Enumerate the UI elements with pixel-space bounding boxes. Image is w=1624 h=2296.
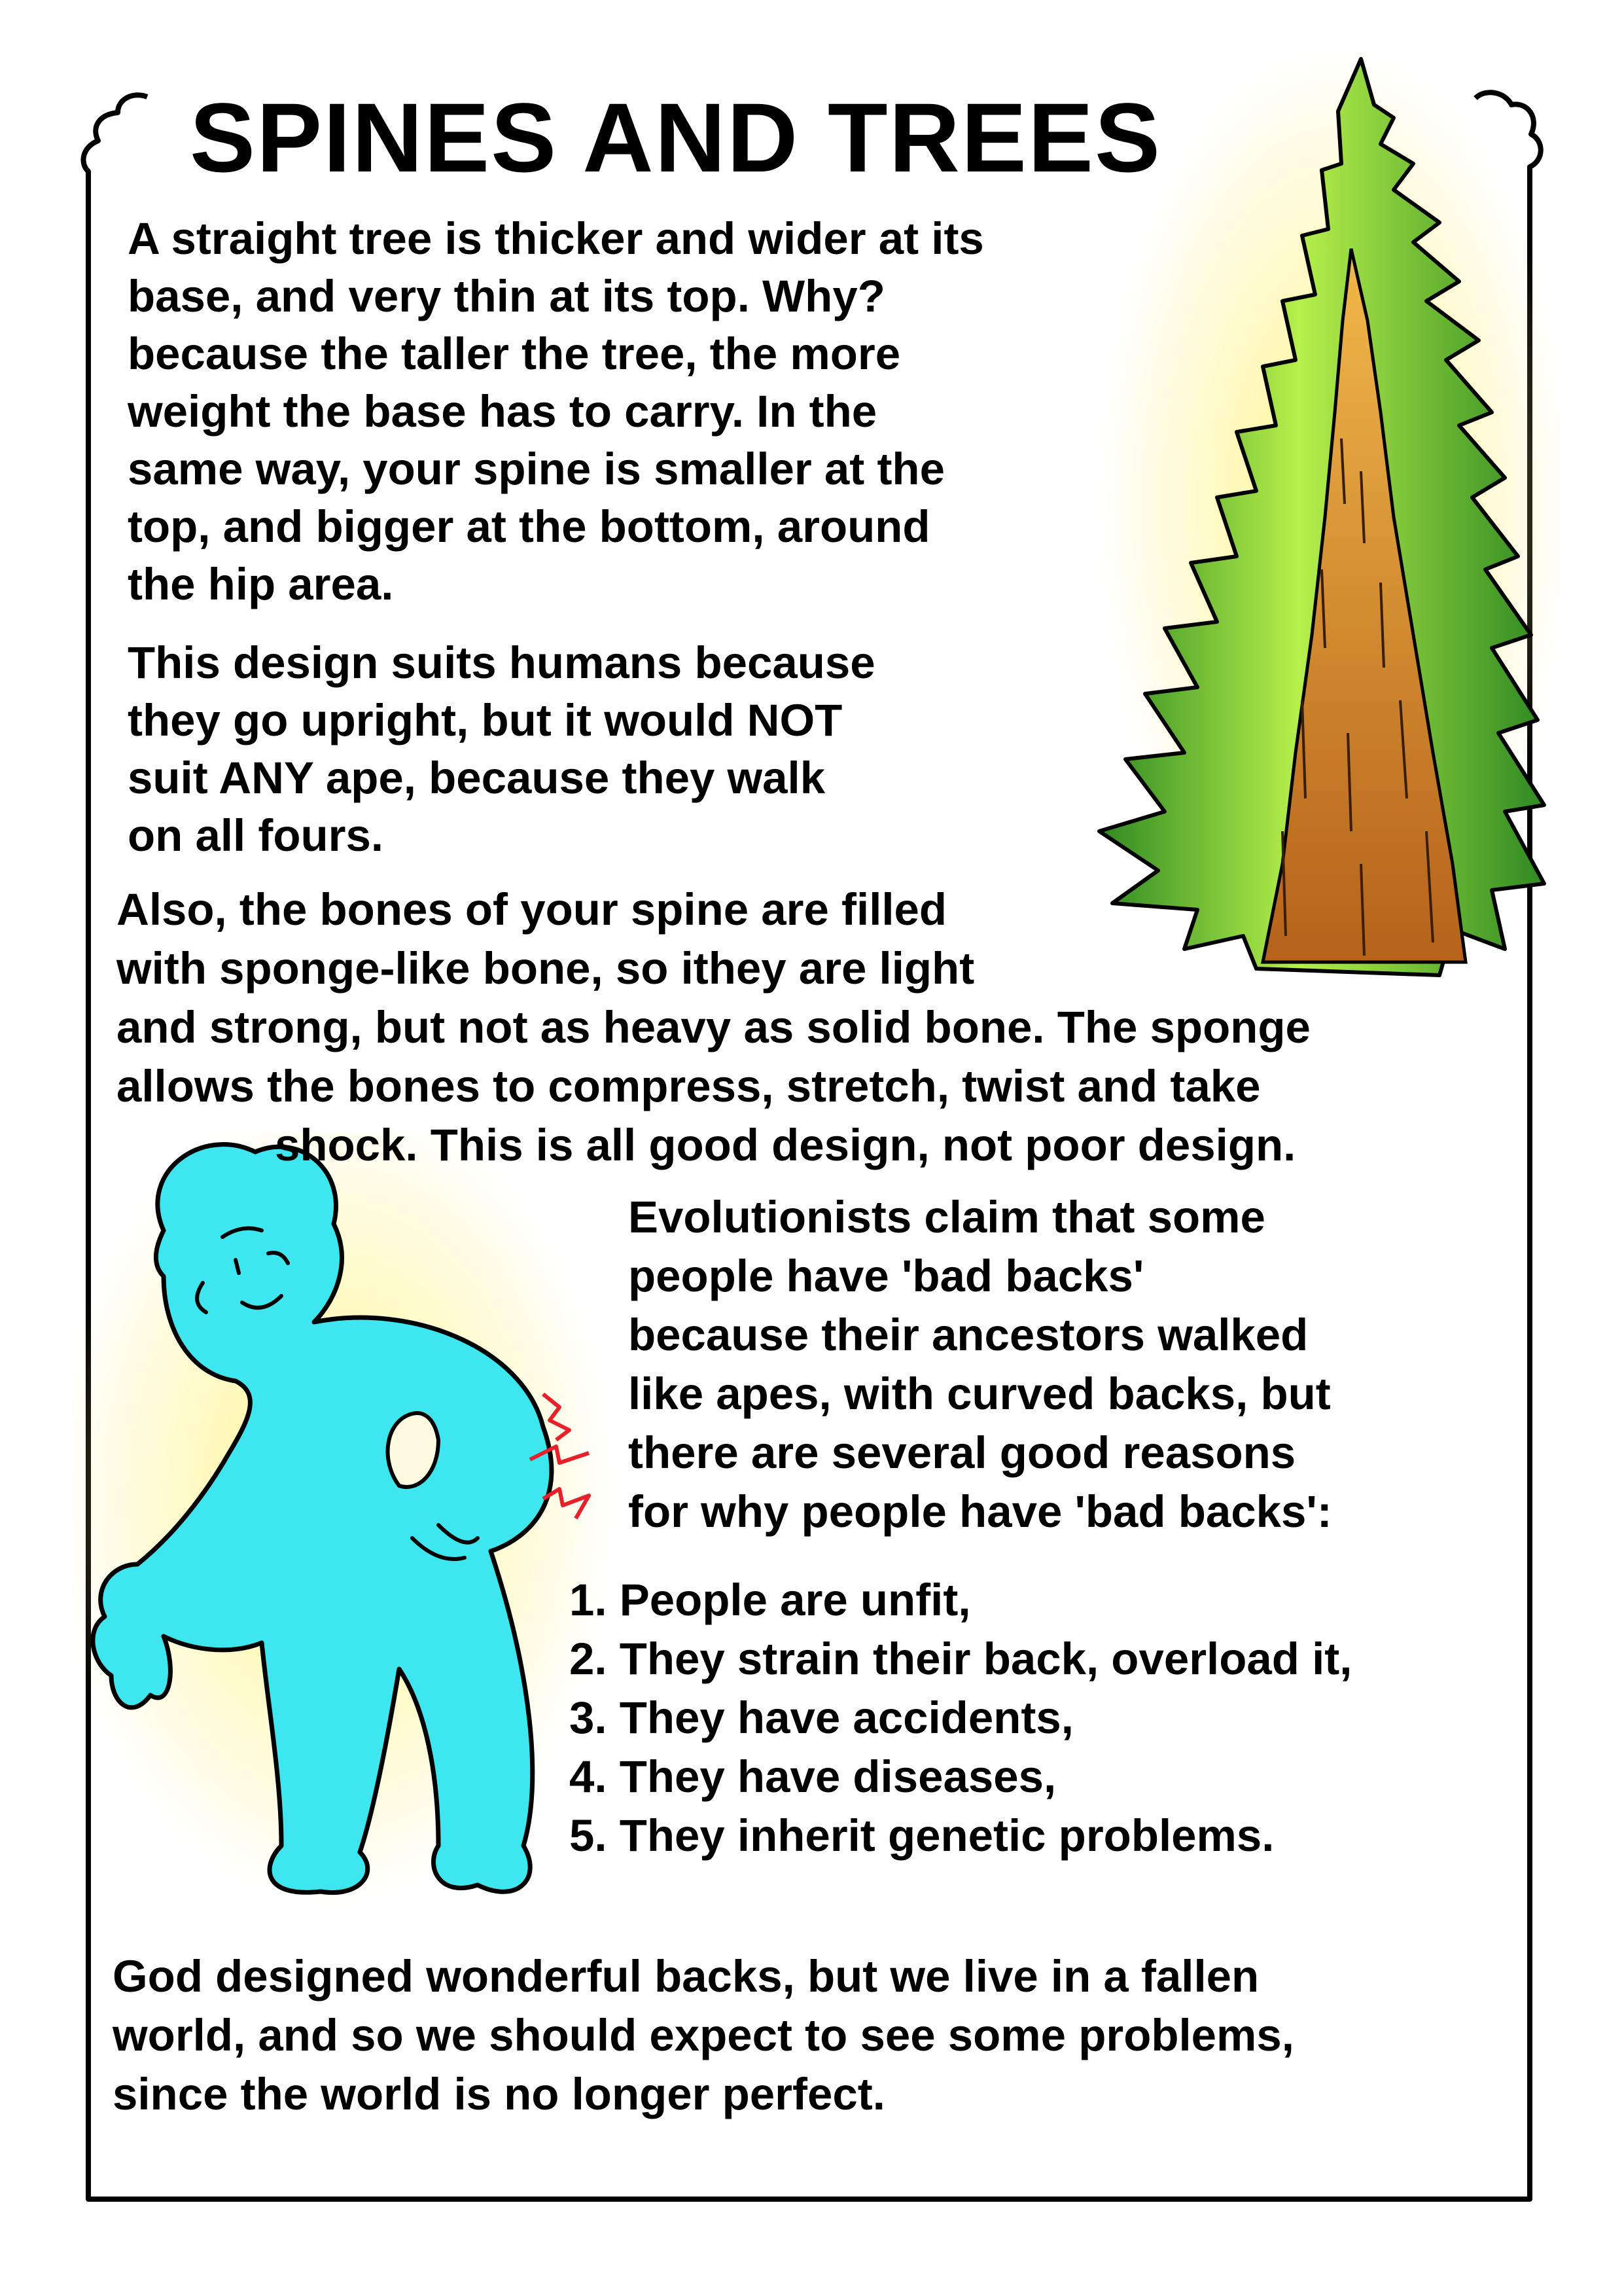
text-line: God designed wonderful backs, but we live in a fallen [113, 1951, 1260, 2001]
list-item: 1. People are unfit, [569, 1575, 971, 1625]
list-item: 4. They have diseases, [569, 1751, 1057, 1802]
text-line: like apes, with curved backs, but [628, 1369, 1331, 1419]
text-line: shock. This is all good design, not poor design. [275, 1120, 1296, 1170]
text-line: on all fours. [128, 810, 384, 861]
person-illustration [72, 1132, 615, 1931]
text-line: weight the base has to carry. In the [128, 386, 877, 437]
text-line: same way, your spine is smaller at the [128, 444, 945, 494]
text-line: top, and bigger at the bottom, around [128, 501, 930, 552]
page-title: SPINES AND TREES [190, 82, 1162, 192]
list-item: 3. They have accidents, [569, 1693, 1074, 1743]
text-line: A straight tree is thicker and wider at its [128, 213, 984, 264]
text-line: Evolutionists claim that some [628, 1192, 1265, 1242]
text-line: suit ANY ape, because they walk [128, 753, 826, 803]
list-item: 5. They inherit genetic problems. [569, 1810, 1275, 1861]
text-line: people have 'bad backs' [628, 1251, 1144, 1301]
text-line: for why people have 'bad backs': [628, 1486, 1332, 1537]
text-line: because the taller the tree, the more [128, 329, 901, 379]
text-line: since the world is no longer perfect. [113, 2069, 885, 2119]
text-line: the hip area. [128, 559, 394, 609]
text-line: This design suits humans because [128, 637, 875, 688]
text-line: Also, the bones of your spine are filled [116, 884, 947, 935]
text-line: there are several good reasons [628, 1427, 1296, 1478]
text-line: they go upright, but it would NOT [128, 695, 843, 745]
list-item: 2. They strain their back, overload it, [569, 1634, 1352, 1684]
text-line: with sponge-like bone, so ithey are light [116, 943, 975, 994]
text-line: base, and very thin at its top. Why? [128, 271, 885, 321]
text-line: because their ancestors walked [628, 1310, 1309, 1360]
text-line: allows the bones to compress, stretch, twist and take [116, 1061, 1261, 1111]
text-line: and strong, but not as heavy as solid bone. The sponge [116, 1002, 1311, 1052]
text-line: world, and so we should expect to see some problems, [113, 2010, 1294, 2060]
